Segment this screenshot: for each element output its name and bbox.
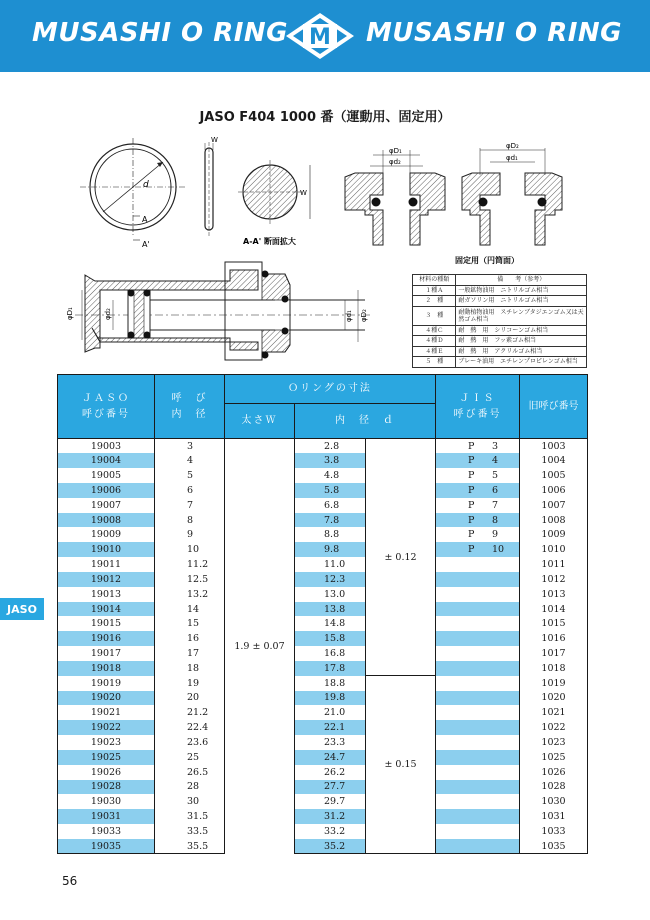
old-number-cell: 1031 <box>520 809 588 824</box>
jis-number-cell <box>436 780 520 795</box>
label-w-section: W <box>300 189 307 197</box>
table-row <box>58 765 588 780</box>
inner-diameter-cell: 22.1 <box>295 720 366 735</box>
nominal-size-cell: 30 <box>155 794 225 809</box>
jaso-number-cell: 19033 <box>58 824 155 839</box>
jis-size: 7 <box>492 499 499 511</box>
old-number-cell: 1030 <box>520 794 588 809</box>
table-row <box>58 839 588 854</box>
nominal-size-cell: 11.2 <box>155 557 225 572</box>
table-row <box>58 646 588 661</box>
jis-prefix: P <box>468 544 475 556</box>
table-row <box>58 557 588 572</box>
oring-dimension-table <box>57 374 588 854</box>
jis-prefix: P <box>468 455 475 467</box>
jaso-number-cell: 19012 <box>58 572 155 587</box>
jaso-number-cell: 19017 <box>58 646 155 661</box>
old-number-cell: 1016 <box>520 631 588 646</box>
nominal-size-cell: 15 <box>155 616 225 631</box>
jaso-side-tab: JASO <box>0 598 44 620</box>
inner-diameter-cell: 9.8 <box>295 542 366 557</box>
gland-diagram-2 <box>455 142 562 265</box>
jis-prefix: P <box>468 499 475 511</box>
table-row <box>58 498 588 513</box>
inner-diameter-cell: 5.8 <box>295 483 366 498</box>
nominal-size-cell: 7 <box>155 498 225 513</box>
old-number-cell: 1005 <box>520 468 588 483</box>
fixed-caption: 固定用（円筒面） <box>455 256 519 265</box>
inner-diameter-cell: 21.0 <box>295 705 366 720</box>
material-grade: ５ 種 <box>413 357 456 368</box>
table-row <box>58 780 588 795</box>
jis-number-cell <box>436 542 520 557</box>
label-a: A <box>142 215 148 224</box>
nominal-size-cell: 13.2 <box>155 587 225 602</box>
jis-number-cell <box>436 468 520 483</box>
nominal-size-cell: 14 <box>155 602 225 617</box>
nominal-size-cell: 22.4 <box>155 720 225 735</box>
jis-size: 5 <box>492 470 499 482</box>
old-number-cell: 1026 <box>520 765 588 780</box>
header-jaso: ＪＡＳＯ 呼び番号 <box>58 375 155 439</box>
inner-diameter-cell: 6.8 <box>295 498 366 513</box>
old-number-cell: 1015 <box>520 616 588 631</box>
jis-number-cell <box>436 735 520 750</box>
material-grade: ２ 種 <box>413 296 456 307</box>
jaso-number-cell: 19003 <box>58 439 155 454</box>
old-number-cell: 1021 <box>520 705 588 720</box>
thickness-cell: 1.9 ± 0.07 <box>225 439 295 854</box>
jaso-number-cell: 19008 <box>58 513 155 528</box>
old-number-cell: 1003 <box>520 439 588 454</box>
inner-diameter-cell: 16.8 <box>295 646 366 661</box>
jis-number-cell <box>436 750 520 765</box>
inner-diameter-cell: 4.8 <box>295 468 366 483</box>
old-number-cell: 1012 <box>520 572 588 587</box>
header-nominal: 呼 び 内 径 <box>155 375 225 439</box>
jaso-number-cell: 19013 <box>58 587 155 602</box>
jis-size: 3 <box>492 440 499 452</box>
jis-number-cell <box>436 676 520 691</box>
jis-size: 4 <box>492 455 499 467</box>
material-grade: ４種Ｅ <box>413 346 456 357</box>
nominal-size-cell: 5 <box>155 468 225 483</box>
nominal-size-cell: 33.5 <box>155 824 225 839</box>
jaso-number-cell: 19010 <box>58 542 155 557</box>
material-note: 耐ガソリン用 ニトリルゴム相当 <box>456 296 587 307</box>
brand-title-left: MUSASHI O RING <box>32 18 288 48</box>
old-number-cell: 1023 <box>520 735 588 750</box>
inner-diameter-cell: 17.8 <box>295 661 366 676</box>
jis-number-cell <box>436 691 520 706</box>
inner-diameter-cell: 11.0 <box>295 557 366 572</box>
table-row <box>58 720 588 735</box>
jis-number-cell <box>436 661 520 676</box>
jis-prefix: P <box>468 470 475 482</box>
oring-side-view <box>205 136 218 236</box>
jis-number-cell <box>436 587 520 602</box>
inner-diameter-cell: 24.7 <box>295 750 366 765</box>
nominal-size-cell: 18 <box>155 661 225 676</box>
table-row <box>58 661 588 676</box>
label-left-phiD: φD₁ <box>66 307 74 320</box>
old-number-cell: 1028 <box>520 780 588 795</box>
nominal-size-cell: 28 <box>155 780 225 795</box>
jis-number-cell <box>436 616 520 631</box>
inner-diameter-cell: 35.2 <box>295 839 366 854</box>
jis-number-cell <box>436 498 520 513</box>
oring-front-view <box>80 138 186 249</box>
header-thickness: 太さＷ <box>225 404 295 439</box>
inner-diameter-cell: 26.2 <box>295 765 366 780</box>
jis-number-cell <box>436 705 520 720</box>
material-note: 耐 熱 用 シリコーンゴム相当 <box>456 325 587 336</box>
jis-size: 6 <box>492 484 499 496</box>
nominal-size-cell: 16 <box>155 631 225 646</box>
table-row <box>58 602 588 617</box>
material-table <box>412 274 587 368</box>
inner-diameter-cell: 13.8 <box>295 602 366 617</box>
nominal-size-cell: 10 <box>155 542 225 557</box>
table-row <box>58 735 588 750</box>
inner-diameter-cell: 7.8 <box>295 513 366 528</box>
nominal-size-cell: 4 <box>155 453 225 468</box>
old-number-cell: 1011 <box>520 557 588 572</box>
header-oring-dims: Ｏリングの寸法 <box>225 375 436 404</box>
jis-number-cell <box>436 527 520 542</box>
inner-diameter-cell: 27.7 <box>295 780 366 795</box>
old-number-cell: 1022 <box>520 720 588 735</box>
label-phi-d1-top: φD₁ <box>389 147 402 155</box>
old-number-cell: 1008 <box>520 513 588 528</box>
jaso-number-cell: 19021 <box>58 705 155 720</box>
inner-diameter-cell: 2.8 <box>295 439 366 454</box>
table-row <box>58 468 588 483</box>
table-row <box>58 705 588 720</box>
jis-number-cell <box>436 557 520 572</box>
label-phi-d1-small-top: φd₁ <box>506 154 518 162</box>
material-header-type: 材料の種類 <box>413 275 456 286</box>
label-w-side: W <box>211 136 218 144</box>
table-row <box>58 587 588 602</box>
jaso-number-cell: 19028 <box>58 780 155 795</box>
old-number-cell: 1004 <box>520 453 588 468</box>
old-number-cell: 1014 <box>520 602 588 617</box>
inner-diameter-cell: 12.3 <box>295 572 366 587</box>
piston-assembly-diagram <box>66 262 370 360</box>
jaso-number-cell: 19023 <box>58 735 155 750</box>
nominal-size-cell: 8 <box>155 513 225 528</box>
inner-diameter-cell: 33.2 <box>295 824 366 839</box>
tolerance-cell: ± 0.12 <box>366 439 436 676</box>
jis-number-cell <box>436 809 520 824</box>
jaso-number-cell: 19020 <box>58 691 155 706</box>
jis-number-cell <box>436 824 520 839</box>
table-row <box>58 453 588 468</box>
material-note: 耐 熱 用 フッ素ゴム相当 <box>456 336 587 347</box>
nominal-size-cell: 6 <box>155 483 225 498</box>
nominal-size-cell: 17 <box>155 646 225 661</box>
jis-prefix: P <box>468 484 475 496</box>
material-note: 耐 熱 用 アクリルゴム相当 <box>456 346 587 357</box>
nominal-size-cell: 26.5 <box>155 765 225 780</box>
old-number-cell: 1017 <box>520 646 588 661</box>
diagram-title: JASO F404 1000 番（運動用、固定用） <box>199 110 451 125</box>
material-header-note: 備 考（参考） <box>456 275 587 286</box>
nominal-size-cell: 25 <box>155 750 225 765</box>
header-jis: ＪＩＳ 呼び番号 <box>436 375 520 439</box>
table-row <box>58 824 588 839</box>
header-old-number: 旧呼び番号 <box>520 375 588 439</box>
label-d: d <box>143 180 149 190</box>
jis-number-cell <box>436 602 520 617</box>
nominal-size-cell: 19 <box>155 676 225 691</box>
inner-diameter-cell: 23.3 <box>295 735 366 750</box>
jis-prefix: P <box>468 440 475 452</box>
jaso-number-cell: 19031 <box>58 809 155 824</box>
old-number-cell: 1006 <box>520 483 588 498</box>
label-right-phid: φd₁ <box>345 310 353 322</box>
table-row <box>58 809 588 824</box>
jaso-number-cell: 19018 <box>58 661 155 676</box>
jis-number-cell <box>436 572 520 587</box>
label-right-phiD: φD₂ <box>360 309 368 322</box>
header-banner <box>0 0 650 72</box>
nominal-size-cell: 31.5 <box>155 809 225 824</box>
inner-diameter-cell: 8.8 <box>295 527 366 542</box>
old-number-cell: 1007 <box>520 498 588 513</box>
jis-prefix: P <box>468 529 475 541</box>
jaso-number-cell: 19019 <box>58 676 155 691</box>
musashi-logo <box>284 11 356 61</box>
old-number-cell: 1018 <box>520 661 588 676</box>
nominal-size-cell: 12.5 <box>155 572 225 587</box>
material-grade: ４種Ｄ <box>413 336 456 347</box>
table-row <box>58 439 588 454</box>
inner-diameter-cell: 15.8 <box>295 631 366 646</box>
logo-letter: M <box>309 25 331 50</box>
jis-size: 9 <box>492 529 499 541</box>
nominal-size-cell: 20 <box>155 691 225 706</box>
jaso-number-cell: 19007 <box>58 498 155 513</box>
brand-title-right: MUSASHI O RING <box>366 18 622 48</box>
jis-number-cell <box>436 483 520 498</box>
jis-size: 10 <box>492 544 505 556</box>
jaso-number-cell: 19026 <box>58 765 155 780</box>
jis-number-cell <box>436 765 520 780</box>
material-note: 一般鉱物油用 ニトリルゴム相当 <box>456 285 587 296</box>
nominal-size-cell: 23.6 <box>155 735 225 750</box>
old-number-cell: 1020 <box>520 691 588 706</box>
table-row <box>58 513 588 528</box>
inner-diameter-cell: 19.8 <box>295 691 366 706</box>
table-row <box>58 527 588 542</box>
inner-diameter-cell: 3.8 <box>295 453 366 468</box>
material-grade: １種Ａ <box>413 285 456 296</box>
jis-number-cell <box>436 794 520 809</box>
material-grade: ３ 種 <box>413 306 456 325</box>
jis-prefix: P <box>468 514 475 526</box>
inner-diameter-cell: 14.8 <box>295 616 366 631</box>
tolerance-cell: ± 0.15 <box>366 676 436 854</box>
jaso-number-cell: 19022 <box>58 720 155 735</box>
label-a-prime: A' <box>142 240 150 249</box>
material-note: ブレーキ油用 エチレンプロピレンゴム相当 <box>456 357 587 368</box>
inner-diameter-cell: 31.2 <box>295 809 366 824</box>
cross-section-view <box>238 160 310 246</box>
old-number-cell: 1019 <box>520 676 588 691</box>
inner-diameter-cell: 13.0 <box>295 587 366 602</box>
jaso-number-cell: 19004 <box>58 453 155 468</box>
inner-diameter-cell: 29.7 <box>295 794 366 809</box>
jaso-number-cell: 19014 <box>58 602 155 617</box>
jaso-number-cell: 19035 <box>58 839 155 854</box>
table-row <box>58 676 588 691</box>
jis-number-cell <box>436 513 520 528</box>
old-number-cell: 1009 <box>520 527 588 542</box>
old-number-cell: 1013 <box>520 587 588 602</box>
jaso-number-cell: 19009 <box>58 527 155 542</box>
table-row <box>58 691 588 706</box>
jaso-number-cell: 19016 <box>58 631 155 646</box>
nominal-size-cell: 3 <box>155 439 225 454</box>
jaso-number-cell: 19011 <box>58 557 155 572</box>
nominal-size-cell: 9 <box>155 527 225 542</box>
nominal-size-cell: 35.5 <box>155 839 225 854</box>
gland-diagram-1 <box>345 147 445 245</box>
table-row <box>58 794 588 809</box>
table-row <box>58 631 588 646</box>
table-row <box>58 542 588 557</box>
jis-size: 8 <box>492 514 499 526</box>
nominal-size-cell: 21.2 <box>155 705 225 720</box>
jaso-number-cell: 19005 <box>58 468 155 483</box>
jaso-number-cell: 19006 <box>58 483 155 498</box>
jis-number-cell <box>436 720 520 735</box>
jaso-number-cell: 19025 <box>58 750 155 765</box>
old-number-cell: 1010 <box>520 542 588 557</box>
old-number-cell: 1025 <box>520 750 588 765</box>
jaso-number-cell: 19015 <box>58 616 155 631</box>
material-grade: ４種Ｃ <box>413 325 456 336</box>
label-phi-D2-top: φD₂ <box>506 142 519 150</box>
table-row <box>58 483 588 498</box>
jis-number-cell <box>436 631 520 646</box>
old-number-cell: 1033 <box>520 824 588 839</box>
page-number: 56 <box>62 874 78 888</box>
old-number-cell: 1035 <box>520 839 588 854</box>
table-row <box>58 572 588 587</box>
jis-number-cell <box>436 839 520 854</box>
inner-diameter-cell: 18.8 <box>295 676 366 691</box>
jaso-number-cell: 19030 <box>58 794 155 809</box>
material-note: 耐動植物油用 スチレンブタジエンゴム又は天然ゴム相当 <box>456 306 587 325</box>
section-caption: A-A' 断面拡大 <box>243 237 296 246</box>
jis-number-cell <box>436 439 520 454</box>
jis-number-cell <box>436 646 520 661</box>
table-row <box>58 750 588 765</box>
jis-number-cell <box>436 453 520 468</box>
label-phi-d2-top: φd₂ <box>389 158 401 166</box>
header-inner-diameter: 内 径 ｄ <box>295 404 436 439</box>
table-row <box>58 616 588 631</box>
label-left-phid: φd₂ <box>104 308 112 320</box>
